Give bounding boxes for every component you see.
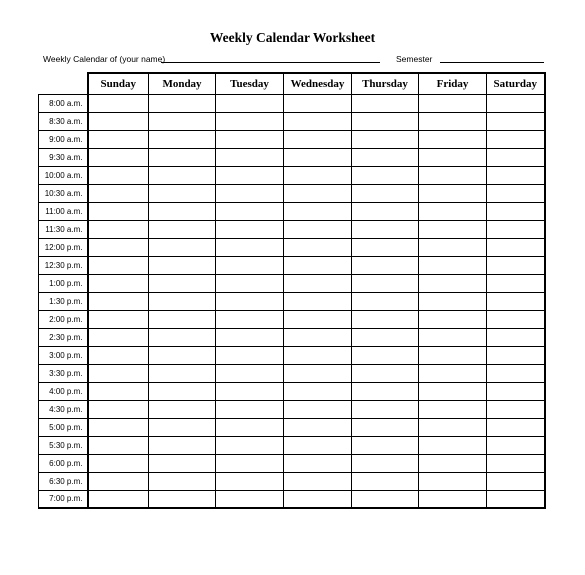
slot-cell-tuesday[interactable]: [216, 418, 284, 436]
slot-cell-wednesday[interactable]: [284, 166, 352, 184]
slot-cell-thursday[interactable]: [352, 184, 419, 202]
slot-cell-sunday[interactable]: [88, 328, 149, 346]
day-header-tuesday: Tuesday: [216, 73, 284, 94]
time-label: 8:00 a.m.: [39, 94, 88, 112]
slot-cell-friday[interactable]: [419, 184, 487, 202]
slot-cell-thursday[interactable]: [352, 238, 419, 256]
slot-cell-wednesday[interactable]: [284, 94, 352, 112]
time-label: 4:00 p.m.: [39, 382, 88, 400]
slot-cell-thursday[interactable]: [352, 166, 419, 184]
time-label: 4:30 p.m.: [39, 400, 88, 418]
slot-cell-sunday[interactable]: [88, 112, 149, 130]
slot-cell-friday[interactable]: [419, 328, 487, 346]
slot-cell-sunday[interactable]: [88, 454, 149, 472]
slot-cell-tuesday[interactable]: [216, 256, 284, 274]
slot-cell-friday[interactable]: [419, 418, 487, 436]
slot-cell-tuesday[interactable]: [216, 436, 284, 454]
slot-cell-sunday[interactable]: [88, 382, 149, 400]
slot-cell-sunday[interactable]: [88, 94, 149, 112]
slot-cell-monday[interactable]: [149, 364, 216, 382]
slot-cell-saturday[interactable]: [487, 112, 545, 130]
slot-cell-sunday[interactable]: [88, 220, 149, 238]
slot-cell-sunday[interactable]: [88, 364, 149, 382]
header-corner: [39, 73, 88, 94]
slot-cell-saturday[interactable]: [487, 328, 545, 346]
slot-cell-thursday[interactable]: [352, 472, 419, 490]
slot-cell-monday[interactable]: [149, 112, 216, 130]
slot-cell-friday[interactable]: [419, 148, 487, 166]
slot-cell-thursday[interactable]: [352, 454, 419, 472]
slot-cell-wednesday[interactable]: [284, 418, 352, 436]
day-header-saturday: Saturday: [487, 73, 545, 94]
slot-cell-monday[interactable]: [149, 490, 216, 508]
slot-cell-sunday[interactable]: [88, 400, 149, 418]
day-header-friday: Friday: [419, 73, 487, 94]
time-row: [39, 418, 545, 436]
slot-cell-saturday[interactable]: [487, 382, 545, 400]
time-row: [39, 364, 545, 382]
slot-cell-thursday[interactable]: [352, 364, 419, 382]
time-row: [39, 346, 545, 364]
slot-cell-wednesday[interactable]: [284, 292, 352, 310]
slot-cell-wednesday[interactable]: [284, 184, 352, 202]
slot-cell-friday[interactable]: [419, 256, 487, 274]
slot-cell-wednesday[interactable]: [284, 130, 352, 148]
time-label: 9:30 a.m.: [39, 148, 88, 166]
time-row: [39, 310, 545, 328]
slot-cell-monday[interactable]: [149, 328, 216, 346]
slot-cell-friday[interactable]: [419, 94, 487, 112]
time-label: 3:00 p.m.: [39, 346, 88, 364]
slot-cell-wednesday[interactable]: [284, 274, 352, 292]
time-label: 11:30 a.m.: [39, 220, 88, 238]
slot-cell-tuesday[interactable]: [216, 220, 284, 238]
slot-cell-friday[interactable]: [419, 220, 487, 238]
slot-cell-saturday[interactable]: [487, 184, 545, 202]
slot-cell-friday[interactable]: [419, 346, 487, 364]
slot-cell-monday[interactable]: [149, 418, 216, 436]
slot-cell-wednesday[interactable]: [284, 238, 352, 256]
time-row: [39, 130, 545, 148]
slot-cell-monday[interactable]: [149, 472, 216, 490]
calendar-body: [39, 94, 545, 508]
slot-cell-tuesday[interactable]: [216, 346, 284, 364]
slot-cell-tuesday[interactable]: [216, 400, 284, 418]
slot-cell-tuesday[interactable]: [216, 274, 284, 292]
slot-cell-monday[interactable]: [149, 274, 216, 292]
slot-cell-wednesday[interactable]: [284, 202, 352, 220]
time-label: 1:00 p.m.: [39, 274, 88, 292]
slot-cell-wednesday[interactable]: [284, 436, 352, 454]
day-header-wednesday: Wednesday: [284, 73, 352, 94]
slot-cell-tuesday[interactable]: [216, 292, 284, 310]
slot-cell-tuesday[interactable]: [216, 364, 284, 382]
slot-cell-tuesday[interactable]: [216, 238, 284, 256]
slot-cell-wednesday[interactable]: [284, 400, 352, 418]
slot-cell-friday[interactable]: [419, 382, 487, 400]
time-label: 6:00 p.m.: [39, 454, 88, 472]
page-title: Weekly Calendar Worksheet: [209, 30, 376, 45]
time-row: [39, 148, 545, 166]
slot-cell-friday[interactable]: [419, 454, 487, 472]
slot-cell-saturday[interactable]: [487, 148, 545, 166]
slot-cell-monday[interactable]: [149, 454, 216, 472]
slot-cell-thursday[interactable]: [352, 328, 419, 346]
slot-cell-thursday[interactable]: [352, 490, 419, 508]
time-label: 12:30 p.m.: [39, 256, 88, 274]
slot-cell-wednesday[interactable]: [284, 490, 352, 508]
slot-cell-monday[interactable]: [149, 130, 216, 148]
day-header-row: [39, 73, 545, 94]
slot-cell-sunday[interactable]: [88, 202, 149, 220]
slot-cell-monday[interactable]: [149, 202, 216, 220]
time-label: 8:30 a.m.: [39, 112, 88, 130]
slot-cell-saturday[interactable]: [487, 274, 545, 292]
semester-entry-line[interactable]: [440, 62, 544, 63]
time-row: [39, 292, 545, 310]
slot-cell-friday[interactable]: [419, 274, 487, 292]
weekly-calendar-table: [38, 72, 546, 509]
slot-cell-monday[interactable]: [149, 184, 216, 202]
slot-cell-wednesday[interactable]: [284, 310, 352, 328]
slot-cell-thursday[interactable]: [352, 382, 419, 400]
slot-cell-saturday[interactable]: [487, 346, 545, 364]
slot-cell-monday[interactable]: [149, 148, 216, 166]
slot-cell-thursday[interactable]: [352, 202, 419, 220]
slot-cell-tuesday[interactable]: [216, 166, 284, 184]
name-label: Weekly Calendar of (your name): [43, 54, 166, 64]
slot-cell-tuesday[interactable]: [216, 472, 284, 490]
time-row: [39, 490, 545, 508]
time-row: [39, 166, 545, 184]
slot-cell-wednesday[interactable]: [284, 256, 352, 274]
time-label: 9:00 a.m.: [39, 130, 88, 148]
time-label: 2:30 p.m.: [39, 328, 88, 346]
slot-cell-friday[interactable]: [419, 310, 487, 328]
slot-cell-monday[interactable]: [149, 220, 216, 238]
slot-cell-wednesday[interactable]: [284, 328, 352, 346]
slot-cell-monday[interactable]: [149, 436, 216, 454]
slot-cell-sunday[interactable]: [88, 256, 149, 274]
time-label: 6:30 p.m.: [39, 472, 88, 490]
slot-cell-saturday[interactable]: [487, 472, 545, 490]
slot-cell-tuesday[interactable]: [216, 184, 284, 202]
slot-cell-friday[interactable]: [419, 238, 487, 256]
time-label: 7:00 p.m.: [39, 490, 88, 508]
slot-cell-tuesday[interactable]: [216, 94, 284, 112]
slot-cell-saturday[interactable]: [487, 292, 545, 310]
slot-cell-thursday[interactable]: [352, 310, 419, 328]
time-label: 3:30 p.m.: [39, 364, 88, 382]
slot-cell-wednesday[interactable]: [284, 364, 352, 382]
slot-cell-thursday[interactable]: [352, 274, 419, 292]
time-label: 2:00 p.m.: [39, 310, 88, 328]
slot-cell-friday[interactable]: [419, 112, 487, 130]
slot-cell-wednesday[interactable]: [284, 112, 352, 130]
slot-cell-wednesday[interactable]: [284, 382, 352, 400]
time-row: [39, 400, 545, 418]
slot-cell-tuesday[interactable]: [216, 130, 284, 148]
day-header-sunday: Sunday: [88, 73, 149, 94]
slot-cell-saturday[interactable]: [487, 454, 545, 472]
slot-cell-sunday[interactable]: [88, 166, 149, 184]
slot-cell-sunday[interactable]: [88, 238, 149, 256]
slot-cell-monday[interactable]: [149, 166, 216, 184]
slot-cell-monday[interactable]: [149, 238, 216, 256]
slot-cell-wednesday[interactable]: [284, 346, 352, 364]
slot-cell-thursday[interactable]: [352, 220, 419, 238]
slot-cell-thursday[interactable]: [352, 256, 419, 274]
slot-cell-sunday[interactable]: [88, 292, 149, 310]
time-row: [39, 382, 545, 400]
slot-cell-thursday[interactable]: [352, 400, 419, 418]
time-label: 11:00 a.m.: [39, 202, 88, 220]
slot-cell-thursday[interactable]: [352, 94, 419, 112]
slot-cell-friday[interactable]: [419, 472, 487, 490]
slot-cell-saturday[interactable]: [487, 202, 545, 220]
slot-cell-thursday[interactable]: [352, 148, 419, 166]
semester-label: Semester: [396, 54, 433, 64]
slot-cell-saturday[interactable]: [487, 166, 545, 184]
slot-cell-sunday[interactable]: [88, 418, 149, 436]
time-row: [39, 220, 545, 238]
slot-cell-sunday[interactable]: [88, 310, 149, 328]
slot-cell-saturday[interactable]: [487, 238, 545, 256]
time-label: 12:00 p.m.: [39, 238, 88, 256]
time-label: 5:00 p.m.: [39, 418, 88, 436]
slot-cell-saturday[interactable]: [487, 436, 545, 454]
slot-cell-tuesday[interactable]: [216, 382, 284, 400]
time-row: [39, 94, 545, 112]
day-header-monday: Monday: [149, 73, 216, 94]
time-row: [39, 472, 545, 490]
slot-cell-friday[interactable]: [419, 130, 487, 148]
slot-cell-saturday[interactable]: [487, 130, 545, 148]
time-row: [39, 184, 545, 202]
slot-cell-sunday[interactable]: [88, 274, 149, 292]
time-label: 1:30 p.m.: [39, 292, 88, 310]
slot-cell-sunday[interactable]: [88, 472, 149, 490]
slot-cell-saturday[interactable]: [487, 364, 545, 382]
slot-cell-wednesday[interactable]: [284, 454, 352, 472]
time-row: [39, 274, 545, 292]
time-row: [39, 238, 545, 256]
slot-cell-thursday[interactable]: [352, 130, 419, 148]
slot-cell-saturday[interactable]: [487, 94, 545, 112]
slot-cell-wednesday[interactable]: [284, 220, 352, 238]
slot-cell-monday[interactable]: [149, 382, 216, 400]
slot-cell-tuesday[interactable]: [216, 310, 284, 328]
slot-cell-sunday[interactable]: [88, 436, 149, 454]
slot-cell-thursday[interactable]: [352, 436, 419, 454]
slot-cell-sunday[interactable]: [88, 130, 149, 148]
slot-cell-tuesday[interactable]: [216, 490, 284, 508]
slot-cell-thursday[interactable]: [352, 418, 419, 436]
time-row: [39, 454, 545, 472]
slot-cell-saturday[interactable]: [487, 490, 545, 508]
slot-cell-friday[interactable]: [419, 292, 487, 310]
slot-cell-monday[interactable]: [149, 400, 216, 418]
time-label: 10:30 a.m.: [39, 184, 88, 202]
slot-cell-tuesday[interactable]: [216, 328, 284, 346]
slot-cell-monday[interactable]: [149, 292, 216, 310]
time-row: [39, 202, 545, 220]
slot-cell-tuesday[interactable]: [216, 454, 284, 472]
time-label: 5:30 p.m.: [39, 436, 88, 454]
slot-cell-sunday[interactable]: [88, 148, 149, 166]
time-row: [39, 256, 545, 274]
day-header-thursday: Thursday: [352, 73, 419, 94]
slot-cell-saturday[interactable]: [487, 400, 545, 418]
slot-cell-friday[interactable]: [419, 490, 487, 508]
slot-cell-saturday[interactable]: [487, 310, 545, 328]
slot-cell-thursday[interactable]: [352, 346, 419, 364]
slot-cell-friday[interactable]: [419, 364, 487, 382]
slot-cell-friday[interactable]: [419, 400, 487, 418]
slot-cell-tuesday[interactable]: [216, 148, 284, 166]
slot-cell-wednesday[interactable]: [284, 472, 352, 490]
slot-cell-saturday[interactable]: [487, 418, 545, 436]
slot-cell-sunday[interactable]: [88, 346, 149, 364]
time-row: [39, 436, 545, 454]
time-row: [39, 328, 545, 346]
slot-cell-friday[interactable]: [419, 202, 487, 220]
slot-cell-tuesday[interactable]: [216, 112, 284, 130]
slot-cell-wednesday[interactable]: [284, 148, 352, 166]
slot-cell-monday[interactable]: [149, 94, 216, 112]
slot-cell-thursday[interactable]: [352, 112, 419, 130]
slot-cell-saturday[interactable]: [487, 256, 545, 274]
slot-cell-sunday[interactable]: [88, 490, 149, 508]
slot-cell-monday[interactable]: [149, 310, 216, 328]
slot-cell-monday[interactable]: [149, 256, 216, 274]
slot-cell-friday[interactable]: [419, 166, 487, 184]
slot-cell-monday[interactable]: [149, 346, 216, 364]
slot-cell-friday[interactable]: [419, 436, 487, 454]
slot-cell-thursday[interactable]: [352, 292, 419, 310]
slot-cell-saturday[interactable]: [487, 220, 545, 238]
slot-cell-tuesday[interactable]: [216, 202, 284, 220]
time-label: 10:00 a.m.: [39, 166, 88, 184]
name-entry-line[interactable]: [161, 62, 380, 63]
time-row: [39, 112, 545, 130]
slot-cell-sunday[interactable]: [88, 184, 149, 202]
